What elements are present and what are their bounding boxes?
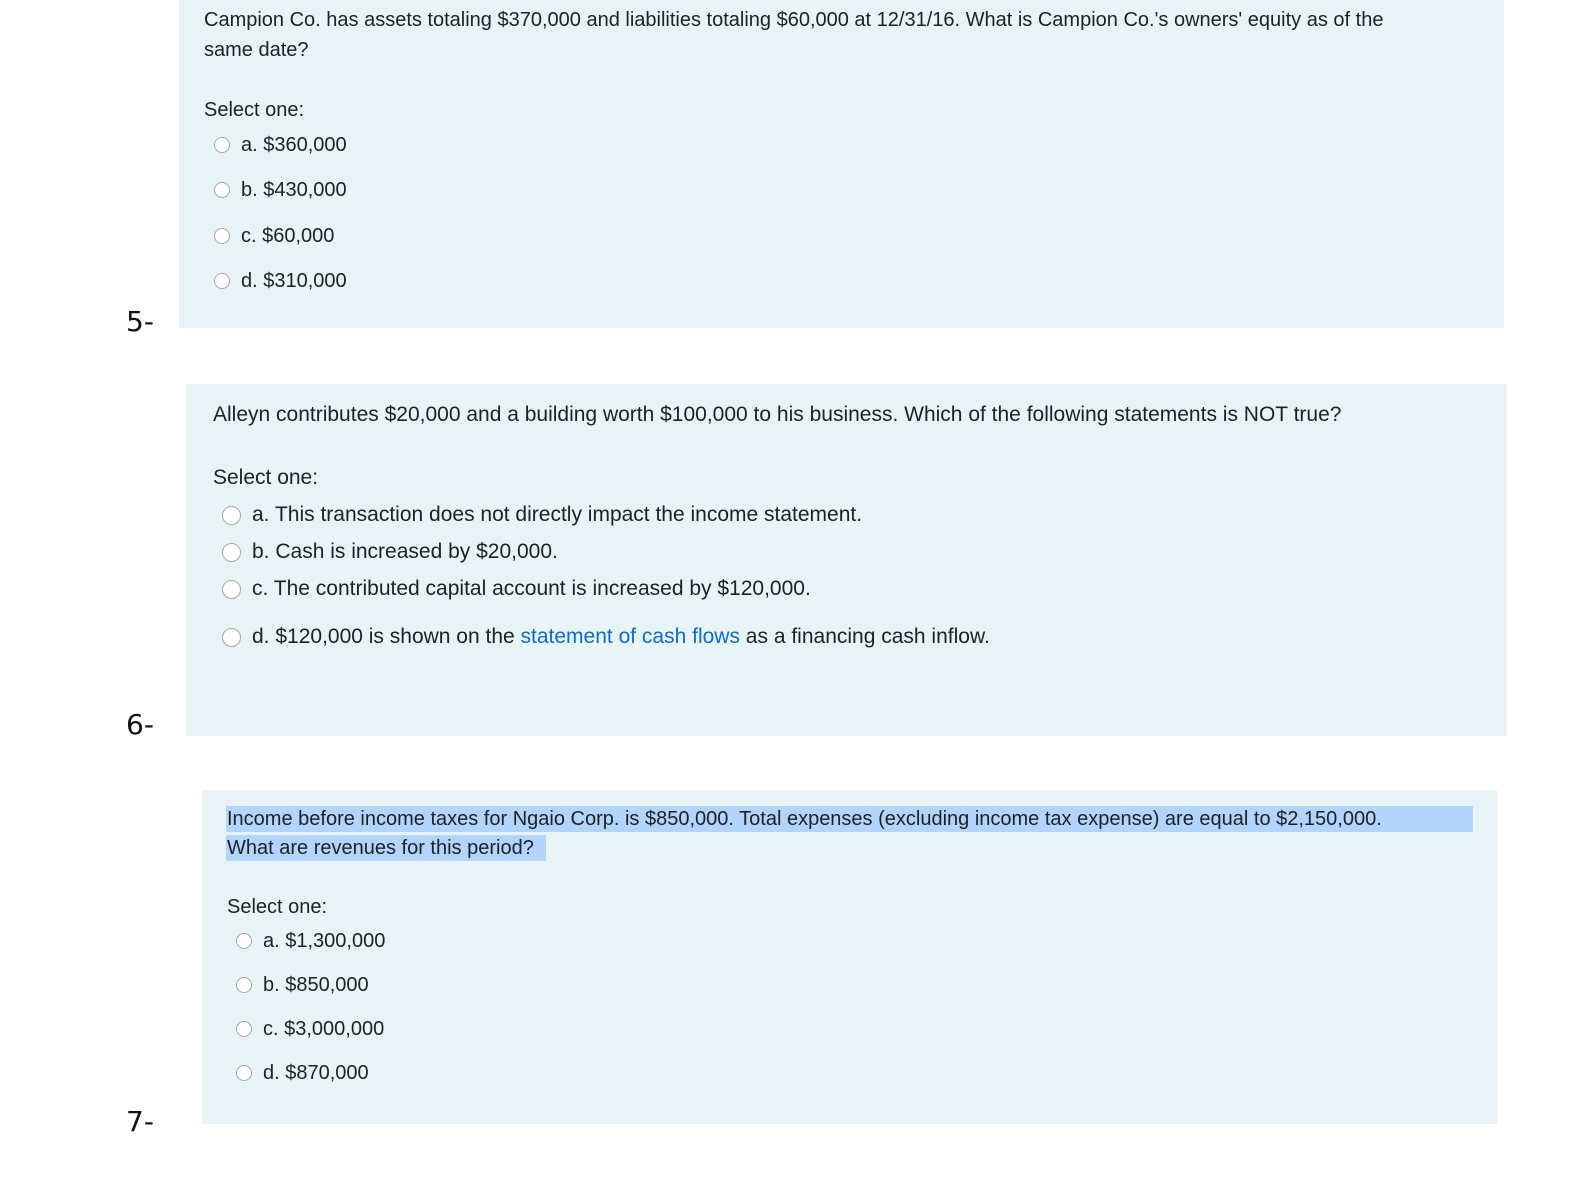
- question-5-option-a[interactable]: [214, 132, 347, 158]
- question-5-option-b[interactable]: [214, 177, 347, 203]
- option-label: [252, 624, 990, 650]
- option-label: c. $3,000,000: [263, 1018, 385, 1040]
- option-label: c. $60,000: [241, 225, 335, 247]
- question-5-option-d[interactable]: [214, 268, 347, 294]
- question-5-card: [179, 0, 1504, 328]
- question-6-option-a[interactable]: [222, 502, 862, 528]
- radio-button[interactable]: [214, 137, 230, 153]
- radio-button[interactable]: [214, 182, 230, 198]
- option-label: c. The contributed capital account is increased by $120,000.: [252, 577, 811, 600]
- radio-button[interactable]: [222, 580, 241, 599]
- question-7-text-line2: What are revenues for this period?: [227, 837, 534, 859]
- option-d-prefix: d. $120,000 is shown on the: [252, 625, 521, 648]
- option-label: d. $870,000: [263, 1062, 369, 1084]
- question-7-option-d[interactable]: [236, 1060, 369, 1086]
- option-label: b. $850,000: [263, 974, 369, 996]
- radio-button[interactable]: [222, 506, 241, 525]
- question-6-option-b[interactable]: [222, 539, 558, 565]
- radio-button[interactable]: [236, 1065, 252, 1081]
- question-6-select-label: Select one:: [213, 466, 319, 489]
- question-7-option-b[interactable]: [236, 972, 369, 998]
- question-7-number: 7-: [126, 1105, 154, 1138]
- radio-button[interactable]: [236, 933, 252, 949]
- option-label: d. $310,000: [241, 270, 347, 292]
- option-label: b. $430,000: [241, 179, 347, 201]
- radio-button[interactable]: [214, 228, 230, 244]
- option-label: a. $360,000: [241, 134, 347, 156]
- statement-of-cash-flows-link[interactable]: statement of cash flows: [520, 625, 740, 648]
- question-5-option-c[interactable]: [214, 223, 334, 249]
- question-7-option-a[interactable]: [236, 928, 385, 954]
- radio-button[interactable]: [214, 273, 230, 289]
- radio-button[interactable]: [236, 1021, 252, 1037]
- question-5-number: 5-: [126, 305, 154, 338]
- option-label: a. $1,300,000: [263, 930, 386, 952]
- radio-button[interactable]: [222, 628, 241, 647]
- question-7-text-line1: Income before income taxes for Ngaio Corp. is $850,000. Total expenses (excluding income tax expense) are equal to $2,150,000.: [227, 808, 1382, 830]
- question-5-text-line2: same date?: [204, 39, 309, 61]
- question-6-option-c[interactable]: [222, 576, 811, 602]
- question-7-option-c[interactable]: [236, 1016, 384, 1042]
- option-label: b. Cash is increased by $20,000.: [252, 540, 558, 563]
- option-label: a. This transaction does not directly impact the income statement.: [252, 503, 863, 526]
- question-5-text-line1: Campion Co. has assets totaling $370,000 and liabilities totaling $60,000 at 12/31/16. What is Campion Co.'s owners' equity as of the: [204, 9, 1384, 31]
- option-d-suffix: as a financing cash inflow.: [739, 625, 990, 648]
- question-6-text: Alleyn contributes $20,000 and a building worth $100,000 to his business. Which of the following statements is NOT true?: [213, 403, 1342, 426]
- radio-button[interactable]: [222, 543, 241, 562]
- radio-button[interactable]: [236, 977, 252, 993]
- question-6-option-d[interactable]: [222, 624, 990, 650]
- question-7-select-label: Select one:: [227, 896, 328, 918]
- question-5-select-label: Select one:: [204, 99, 305, 121]
- question-6-number: 6-: [126, 708, 154, 741]
